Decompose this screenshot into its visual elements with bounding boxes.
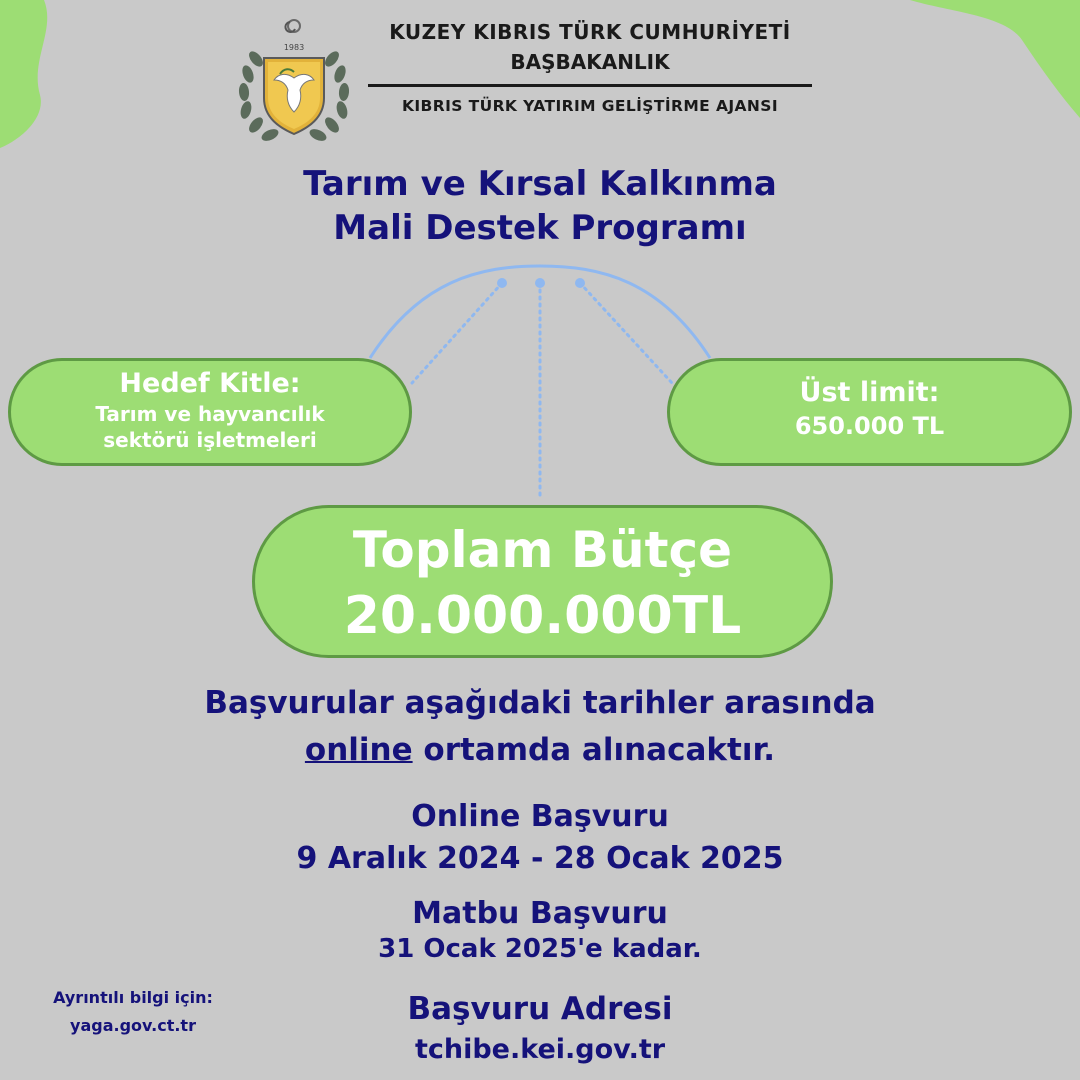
application-note-line1: Başvurular aşağıdaki tarihler arasında (204, 685, 876, 721)
target-audience-pill (8, 358, 412, 466)
target-audience-heading: Hedef Kitle: (119, 368, 301, 399)
total-budget-value: 20.000.000TL (343, 586, 742, 646)
connector-dot-center (535, 278, 545, 288)
svg-text:1983: 1983 (283, 43, 305, 52)
printed-application-deadline: 31 Ocak 2025'e kadar. (378, 934, 702, 964)
more-info-url[interactable]: yaga.gov.ct.tr (70, 1016, 196, 1035)
connector-dot-right (575, 278, 585, 288)
printed-application-section (0, 894, 1080, 967)
org-republic-name: KUZEY KIBRIS TÜRK CUMHURİYETİ (389, 20, 791, 44)
org-ministry-name: BAŞBAKANLIK (510, 50, 670, 74)
online-application-section (0, 796, 1080, 880)
org-agency-name: KIBRIS TÜRK YATIRIM GELİŞTİRME AJANSI (401, 97, 778, 115)
upper-limit-pill (667, 358, 1072, 466)
printed-application-heading: Matbu Başvuru (412, 896, 668, 931)
target-audience-line1: Tarım ve hayvancılık (95, 401, 325, 426)
online-application-heading: Online Başvuru (411, 799, 669, 834)
online-word: online (304, 731, 413, 768)
total-budget-pill (252, 505, 833, 658)
connector-dotted-right (580, 283, 672, 383)
application-note-line2-rest: ortamda alınacaktır. (412, 731, 776, 768)
upper-limit-heading: Üst limit: (799, 377, 940, 408)
program-title-line2: Mali Destek Programı (333, 208, 747, 249)
connector-dot-left (497, 278, 507, 288)
more-info-label: Ayrıntılı bilgi için: (53, 988, 213, 1007)
program-title-line1: Tarım ve Kırsal Kalkınma (303, 164, 777, 204)
application-note (0, 680, 1080, 773)
upper-limit-value: 650.000 TL (794, 412, 945, 441)
application-note-line2 (0, 727, 1080, 774)
application-address-url[interactable]: tchibe.kei.gov.tr (414, 1034, 666, 1066)
total-budget-heading: Toplam Bütçe (352, 521, 733, 579)
online-application-dates: 9 Aralık 2024 - 28 Ocak 2025 (296, 841, 784, 876)
target-audience-line2: sektörü işletmeleri (103, 427, 317, 452)
more-info-block (28, 984, 238, 1040)
application-address-heading: Başvuru Adresi (407, 991, 673, 1027)
